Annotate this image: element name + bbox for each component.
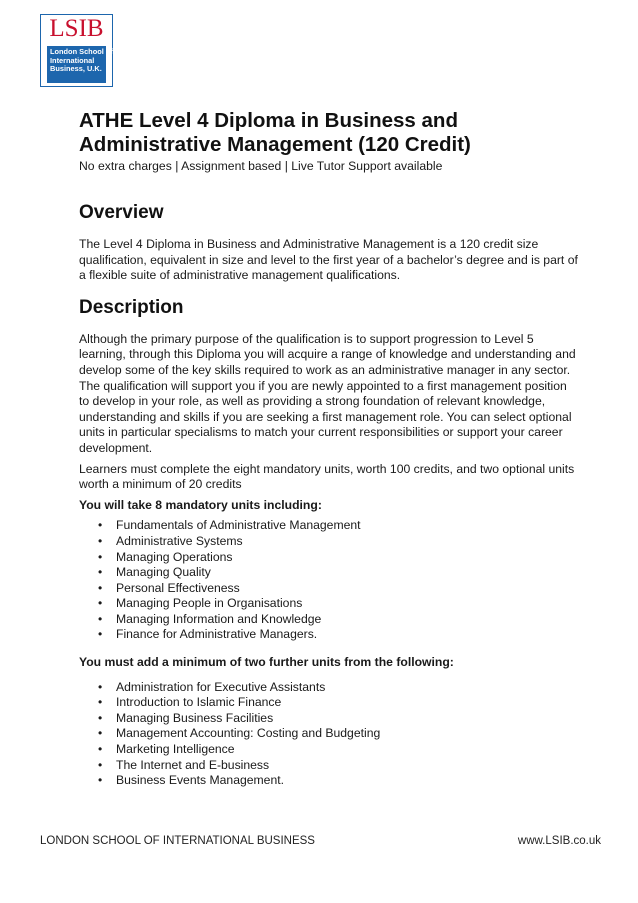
bullet-icon: • bbox=[98, 533, 103, 548]
optional-units-list bbox=[79, 680, 579, 789]
logo-line: London School of bbox=[50, 47, 113, 56]
overview-text: The Level 4 Diploma in Business and Administrative Management is a 120 credit size qualification, equivalent in size and level to the first year of a bachelor’s degree and is part of a flexible suite of administrative management qualifications. bbox=[79, 237, 578, 283]
optional-units-heading: You must add a minimum of two further units from the following: bbox=[79, 655, 454, 670]
title-line: Administrative Management (120 Credit) bbox=[79, 133, 471, 156]
bullet-icon: • bbox=[98, 679, 103, 694]
footer-website-link[interactable]: www.LSIB.co.uk bbox=[517, 835, 601, 847]
list-item: • Personal Effectiveness bbox=[98, 580, 240, 595]
list-item: • Managing People in Organisations bbox=[98, 596, 303, 611]
list-item: • Managing Operations bbox=[98, 549, 233, 564]
description-heading: Description bbox=[79, 296, 184, 318]
list-item: • Managing Quality bbox=[98, 565, 211, 580]
list-item: • Finance for Administrative Managers. bbox=[98, 627, 318, 642]
bullet-icon: • bbox=[98, 565, 103, 580]
list-item: • Marketing Intelligence bbox=[98, 742, 235, 757]
page-subtitle: No extra charges | Assignment based | Live Tutor Support available bbox=[79, 159, 443, 173]
page-title bbox=[79, 109, 579, 157]
logo-line: International bbox=[50, 55, 95, 65]
logo-wordmark: LSIB bbox=[49, 15, 104, 42]
bullet-icon: • bbox=[98, 518, 103, 533]
bullet-icon: • bbox=[98, 757, 103, 772]
logo-subtitle-box bbox=[47, 46, 113, 83]
list-item: • The Internet and E-business bbox=[98, 757, 270, 772]
lsib-logo bbox=[40, 14, 113, 87]
document-body bbox=[79, 109, 579, 789]
list-item: • Managing Business Facilities bbox=[98, 710, 274, 725]
list-item: • Management Accounting: Costing and Budgeting bbox=[98, 726, 381, 741]
list-item: • Administration for Executive Assistants bbox=[98, 679, 326, 694]
bullet-icon: • bbox=[98, 627, 103, 642]
list-item: • Administrative Systems bbox=[98, 533, 243, 548]
list-item: • Introduction to Islamic Finance bbox=[98, 695, 282, 710]
list-item: • Managing Information and Knowledge bbox=[98, 611, 322, 626]
mandatory-units-heading: You will take 8 mandatory units including: bbox=[79, 497, 322, 512]
description-paragraph: Although the primary purpose of the qualification is to support progression to Level 5 learning, through this Diploma you will acquire a range of knowledge and understanding and develop some of the key skills required to work as an administrative manager in any sector. The qualification will support you if you are newly appointed to a first management position to develop in your role, as well as providing a strong foundation of relevant knowledge, understanding and skills if you are seeking a first management role. You can select optional units in particular specialisms to match your current responsibilities or support your career development. bbox=[79, 331, 576, 455]
bullet-icon: • bbox=[98, 726, 103, 741]
bullet-icon: • bbox=[98, 611, 103, 626]
logo-line: Business, U.K. bbox=[50, 64, 102, 74]
bullet-icon: • bbox=[98, 773, 103, 788]
list-item: • Business Events Management. bbox=[98, 773, 285, 788]
footer-organisation: LONDON SCHOOL OF INTERNATIONAL BUSINESS bbox=[40, 835, 315, 847]
description-paragraph: Learners must complete the eight mandatory units, worth 100 credits, and two optional units worth a minimum of 20 credits bbox=[79, 461, 575, 492]
title-line: ATHE Level 4 Diploma in Business and bbox=[79, 109, 458, 132]
overview-heading: Overview bbox=[79, 202, 164, 223]
mandatory-units-list bbox=[79, 518, 579, 643]
bullet-icon: • bbox=[98, 549, 103, 564]
bullet-icon: • bbox=[98, 710, 103, 725]
list-item: • Fundamentals of Administrative Management bbox=[98, 518, 361, 533]
bullet-icon: • bbox=[98, 742, 103, 757]
bullet-icon: • bbox=[98, 695, 103, 710]
bullet-icon: • bbox=[98, 596, 103, 611]
bullet-icon: • bbox=[98, 580, 103, 595]
